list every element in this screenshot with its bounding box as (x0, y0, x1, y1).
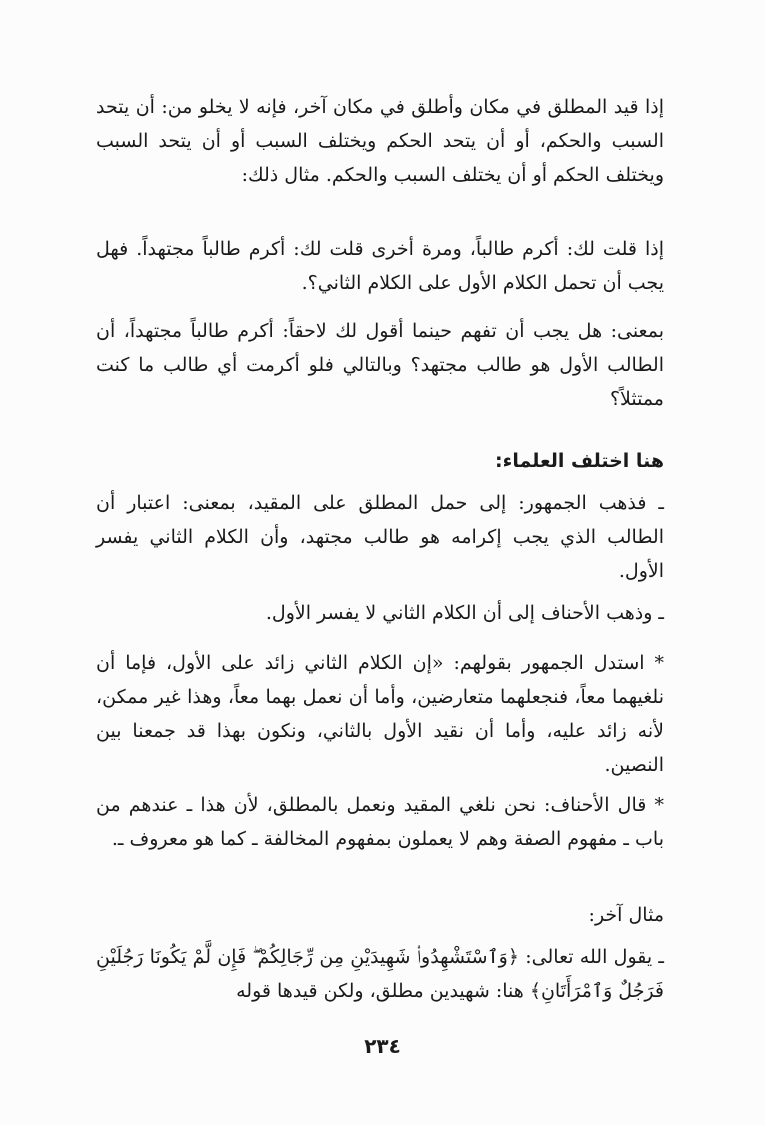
section-heading: هنا اختلف العلماء: (495, 450, 664, 472)
paragraph-meaning: بمعنى: هل يجب أن تفهم حينما أقول لك لاحقاً: أكرم طالباً مجتهداً، أن الطالب الأول هو طالب مجتهد؟ وبالتالي فلو أكرمت أي طالب ما كنت ممتثلاً؟ (96, 320, 664, 410)
paragraph-another-example: مثال آخر: (588, 904, 664, 926)
paragraph-hanafi-argument: * قال الأحناف: نحن نلغي المقيد ونعمل بالمطلق، لأن هذا ـ عندهم من باب ـ مفهوم الصفة وهم لا يعملون بمفهوم المخالفة ـ كما هو معروف ـ. (96, 794, 664, 850)
paragraph-majority-argument: * استدل الجمهور بقولهم: «إن الكلام الثاني زائد على الأول، فإما أن نلغيهما معاً، فنجعلهما متعارضين، وأما أن نعمل بهما معاً، وهذا غير ممكن، لأنه زائد عليه، وأما أن نقيد الأول بالثاني، ونكون بهذا قد جمعنا بين النصين. (96, 652, 664, 776)
paragraph-quran-verse: ـ يقول الله تعالى: ﴿وَٱسْتَشْهِدُوا۟ شَهِيدَيْنِ مِن رِّجَالِكُمْ ۖ فَإِن لَّمْ يَكُونَا رَجُلَيْنِ فَرَجُلٌ وَٱمْرَأَتَانِ﴾ هنا: شهيدين مطلق، ولكن قيدها قوله (96, 946, 664, 1002)
paragraph-hanafi-view: ـ وذهب الأحناف إلى أن الكلام الثاني لا يفسر الأول. (265, 602, 664, 624)
paragraph-intro: إذا قيد المطلق في مكان وأطلق في مكان آخر، فإنه لا يخلو من: أن يتحد السبب والحكم، أو أن يتحد الحكم ويختلف السبب أو أن يتحد السبب ويختلف الحكم أو أن يختلف السبب والحكم. مثال ذلك: (96, 96, 664, 186)
page-number: ٢٣٤ (364, 1034, 401, 1058)
paragraph-example: إذا قلت لك: أكرم طالباً، ومرة أخرى قلت لك: أكرم طالباً مجتهداً. فهل يجب أن تحمل الكلام الأول على الكلام الثاني؟. (96, 238, 664, 294)
paragraph-majority-view: ـ فذهب الجمهور: إلى حمل المطلق على المقيد، بمعنى: اعتبار أن الطالب الذي يجب إكرامه هو طالب مجتهد، وأن الكلام الثاني يفسر الأول. (96, 492, 664, 582)
